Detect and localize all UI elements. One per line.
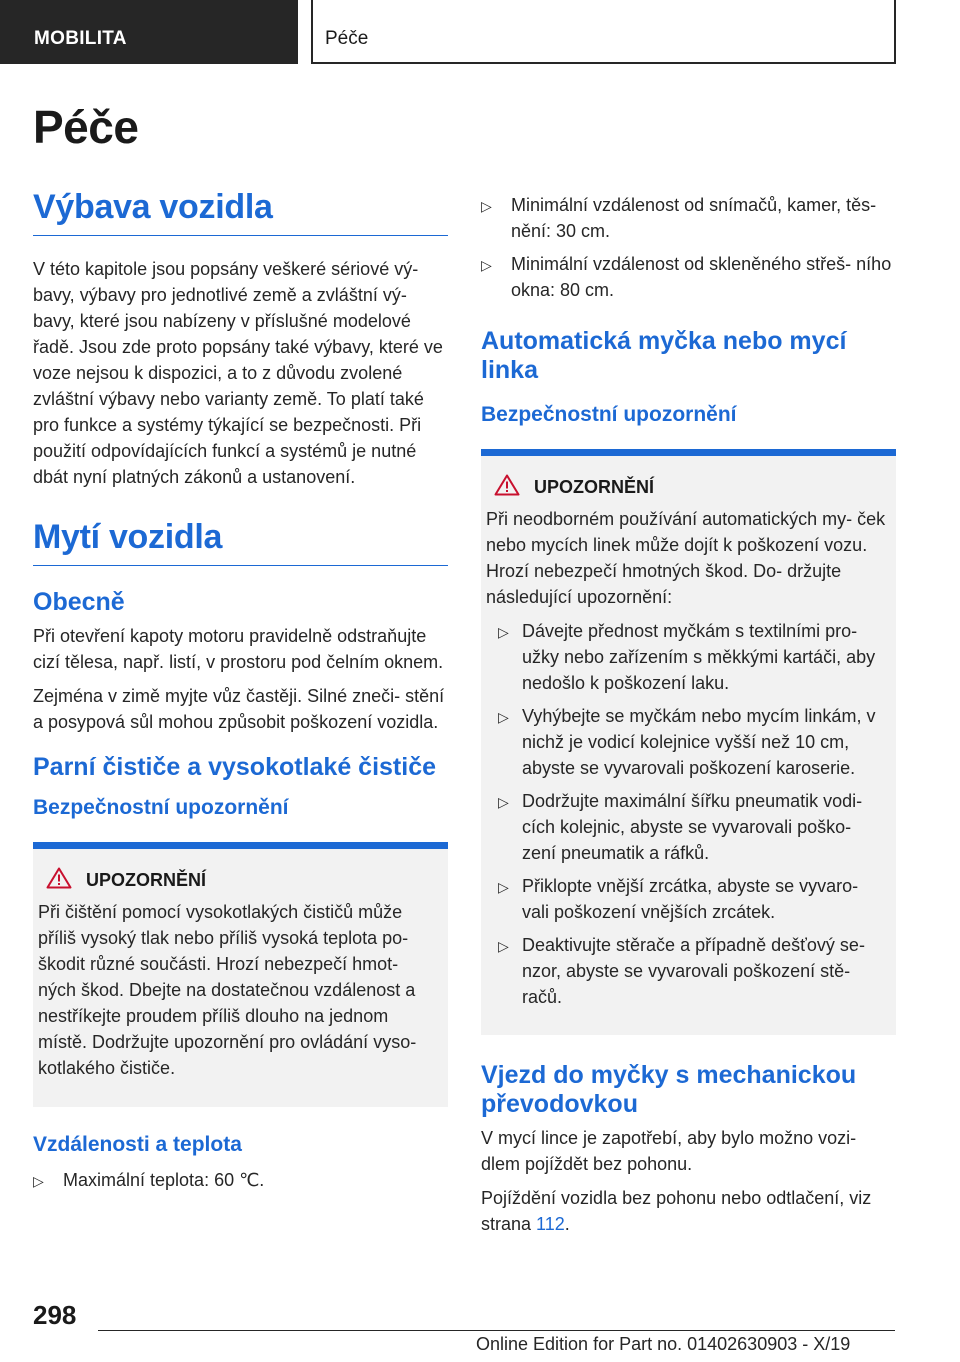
warning-title-text-right: UPOZORNĚNÍ bbox=[534, 477, 655, 497]
warning-title-right bbox=[494, 474, 888, 500]
header-section-tab bbox=[0, 0, 298, 64]
list-item: ▷ Minimální vzdálenost od snímačů, kamer, těs- nění: 30 cm. bbox=[481, 195, 877, 241]
triangle-right-icon: ▷ bbox=[33, 1173, 44, 1189]
list-item: ▷ Dodržujte maximální šířku pneumatik vodi- cích kolejnic, abyste se vyvarovali poško- zení pneumatik a ráfků. bbox=[498, 791, 863, 863]
list-item: ▷ Přiklopte vnější zrcátka, abyste se vyvaro- vali poškození vnějších zrcátek. bbox=[498, 876, 859, 922]
page-number: 298 bbox=[33, 1300, 77, 1330]
warning-box-left bbox=[33, 842, 448, 1107]
mech-p1: V mycí lince je zapotřebí, aby bylo možno vozi- dlem pojíždět bez pohonu. bbox=[481, 1128, 857, 1174]
heading-mechanicka: Vjezd do myčky s mechanickou převodovkou bbox=[481, 1061, 857, 1118]
heading-safety-right: Bezpečnostní upozornění bbox=[481, 403, 737, 426]
heading-vybava: Výbava vozidla bbox=[33, 188, 448, 236]
heading-vzdalenosti: Vzdálenosti a teplota bbox=[33, 1133, 242, 1156]
header-chapter-label: Péče bbox=[325, 28, 369, 49]
heading-automaticka: Automatická myčka nebo mycí linka bbox=[481, 327, 847, 384]
list-item: ▷ Vyhýbejte se myčkám nebo mycím linkám, v nichž je vodicí kolejnice vyšší než 10 cm, abyste se vyvarovali poškození karoserie. bbox=[498, 706, 876, 778]
warning-text-left: Při čištění pomocí vysokotlakých čističů může příliš vysoký tlak nebo příliš vysoká teplota po- škodit různé součásti. Hrozí nebezpečí hmot- ných škod. Dbejte na dostatečnou vzdálenost a nestříkejte proudem příliš dlouho na jednom místě. Dodržujte upozornění pro ovládání vyso- kotlakého čističe. bbox=[38, 902, 417, 1078]
warning-triangle-icon bbox=[46, 867, 72, 889]
triangle-right-icon: ▷ bbox=[498, 624, 509, 640]
triangle-right-icon: ▷ bbox=[481, 257, 492, 273]
obecne-p2: Zejména v zimě myjte vůz častěji. Silné zneči- stění a posypová sůl mohou způsobit poškození vozidla. bbox=[33, 686, 445, 732]
page-link-112[interactable]: 112 bbox=[536, 1214, 565, 1234]
heading-parni: Parní čističe a vysokotlaké čističe bbox=[33, 753, 437, 781]
warning-text-right: Při neodborném používání automatických my- ček nebo mycích linek může dojít k poškození vozu. Hrozí nebezpečí hmotných škod. Do- držujte následující upozornění: bbox=[486, 509, 886, 607]
heading-obecne: Obecně bbox=[33, 588, 125, 616]
header-section-label: MOBILITA bbox=[34, 28, 127, 49]
header-chapter-tab bbox=[311, 0, 896, 64]
obecne-p1: Při otevření kapoty motoru pravidelně odstraňujte cizí tělesa, např. listí, v prostoru pod čelním oknem. bbox=[33, 626, 444, 672]
heading-myti: Mytí vozidla bbox=[33, 518, 448, 566]
heading-safety-left: Bezpečnostní upozornění bbox=[33, 796, 289, 819]
right-column bbox=[481, 192, 896, 1245]
triangle-right-icon: ▷ bbox=[498, 709, 509, 725]
triangle-right-icon: ▷ bbox=[498, 879, 509, 895]
list-item: ▷ Maximální teplota: 60 ℃. bbox=[33, 1167, 448, 1193]
vybava-text: V této kapitole jsou popsány veškeré sériové vý- bavy, výbavy pro jednotlivé země a zvláštní vý- bavy, které jsou nabízeny v příslušné modelové řadě. Jsou zde proto popsány také výbavy, které ve voze nejsou k dispozici, a to z důvodu zvolené zvláštní výbavy nebo varianty země. To platí také pro funkce a systémy týkající se bezpečnosti. Při použití odpovídajících funkcí a systémů je nutné dbát nyní platných zákonů a ustanovení. bbox=[33, 259, 443, 487]
triangle-right-icon: ▷ bbox=[498, 938, 509, 954]
triangle-right-icon: ▷ bbox=[481, 198, 492, 214]
page-title: Péče bbox=[33, 101, 139, 153]
footer-divider bbox=[98, 1330, 895, 1331]
left-column bbox=[33, 188, 448, 1200]
mech-p2: Pojíždění vozidla bez pohonu nebo odtlačení, viz strana 112. bbox=[481, 1188, 872, 1234]
list-item: ▷ Deaktivujte stěrače a případně dešťový se- nzor, abyste se vyvarovali poškození stě- račů. bbox=[498, 935, 865, 1007]
list-item: ▷ Dávejte přednost myčkám s textilními pro- užky nebo zařízením s měkkými kartáči, aby nedošlo k poškození laku. bbox=[498, 621, 876, 693]
footer-edition: Online Edition for Part no. 01402630903 - X/19 bbox=[476, 1334, 851, 1354]
distance-list-right bbox=[481, 192, 896, 303]
triangle-right-icon: ▷ bbox=[498, 794, 509, 810]
distance-list-left bbox=[33, 1167, 448, 1193]
warning-triangle-icon bbox=[494, 474, 520, 496]
warning-box-right bbox=[481, 449, 896, 1035]
warning-list-right bbox=[486, 618, 888, 1010]
warning-title-text-left: UPOZORNĚNÍ bbox=[86, 870, 207, 890]
list-item: ▷ Minimální vzdálenost od skleněného střeš- ního okna: 80 cm. bbox=[481, 254, 892, 300]
warning-title-left bbox=[46, 867, 440, 893]
